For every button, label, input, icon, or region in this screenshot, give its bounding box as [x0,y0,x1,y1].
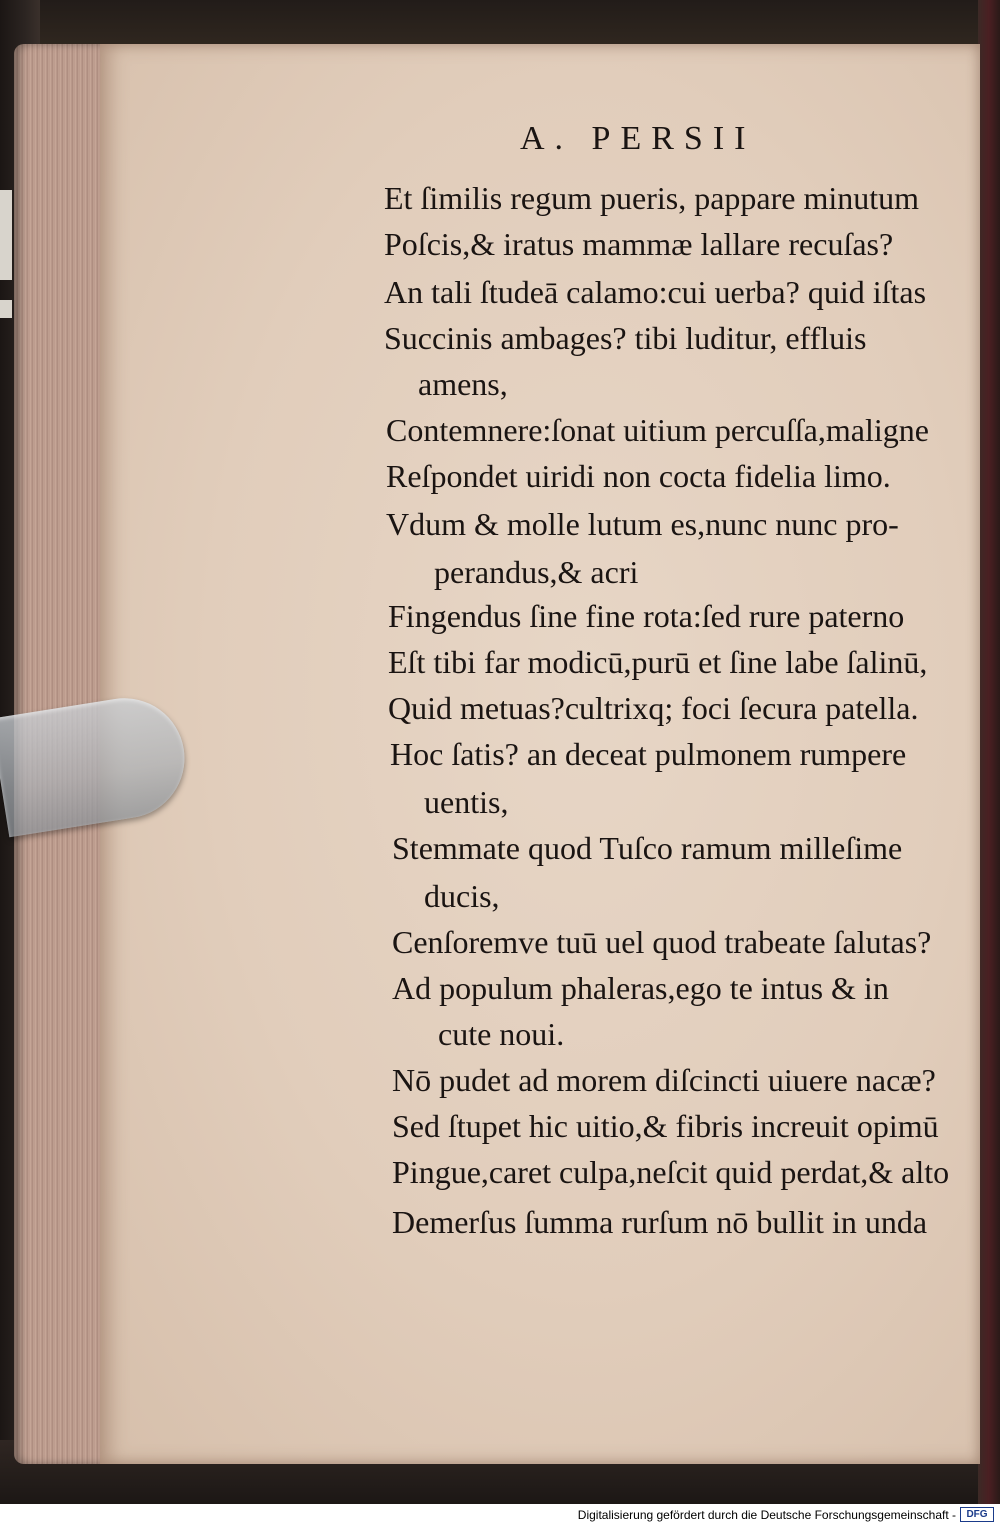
verse-line: Eſt tibi far modicū,purū et ſine labe ſalinū, [388,644,928,680]
verse-line: Hoc ſatis? an deceat pulmonem rumpere [390,736,907,772]
verse-line: cute noui. [438,1016,565,1052]
running-head: A. PERSII [520,120,756,157]
verse-line: Poſcis,& iratus mammæ lallare recuſas? [384,226,894,262]
verse-line: uentis, [424,784,509,820]
dfg-logo: DFG [960,1507,994,1522]
footer-bar [0,1504,1000,1525]
verse-line: Reſpondet uiridi non cocta fidelia limo. [386,458,891,494]
verse-line: Ad populum phaleras,ego te intus & in [392,970,889,1006]
funding-credit: Digitalisierung gefördert durch die Deutsche Forschungsgemeinschaft - [577,1508,956,1522]
verse-line: Quid metuas?cultrixq; foci ſecura patella. [388,690,919,726]
verse-line: Succinis ambages? tibi luditur, effluis [384,320,867,356]
verse-line: Stemmate quod Tuſco ramum milleſime [392,830,903,866]
verse-line: Nō pudet ad morem diſcincti uiuere nacæ? [392,1062,936,1098]
verse-line: amens, [418,366,508,402]
verse-line: Cenſoremve tuū uel quod trabeate ſalutas? [392,924,932,960]
verse-line: Demerſus ſumma rurſum nō bullit in unda [392,1204,928,1240]
verse-line: Pingue,caret culpa,neſcit quid perdat,& alto [392,1154,950,1190]
verse-line: An tali ſtudeā calamo:cui uerba? quid iſtas [384,274,927,310]
verse-line: Fingendus ſine fine rota:ſed rure paterno [388,598,905,634]
verse-line: Sed ſtupet hic uitio,& fibris increuit opimū [392,1108,939,1144]
verse-line: ducis, [424,878,500,914]
verse-line: Contemnere:ſonat uitium percuſſa,maligne [386,412,929,448]
verse-line: Vdum & molle lutum es,nunc nunc pro- [386,506,899,542]
verse-line: Et ſimilis regum pueris, pappare minutum [384,180,920,216]
verse-line: perandus,& acri [434,554,639,590]
